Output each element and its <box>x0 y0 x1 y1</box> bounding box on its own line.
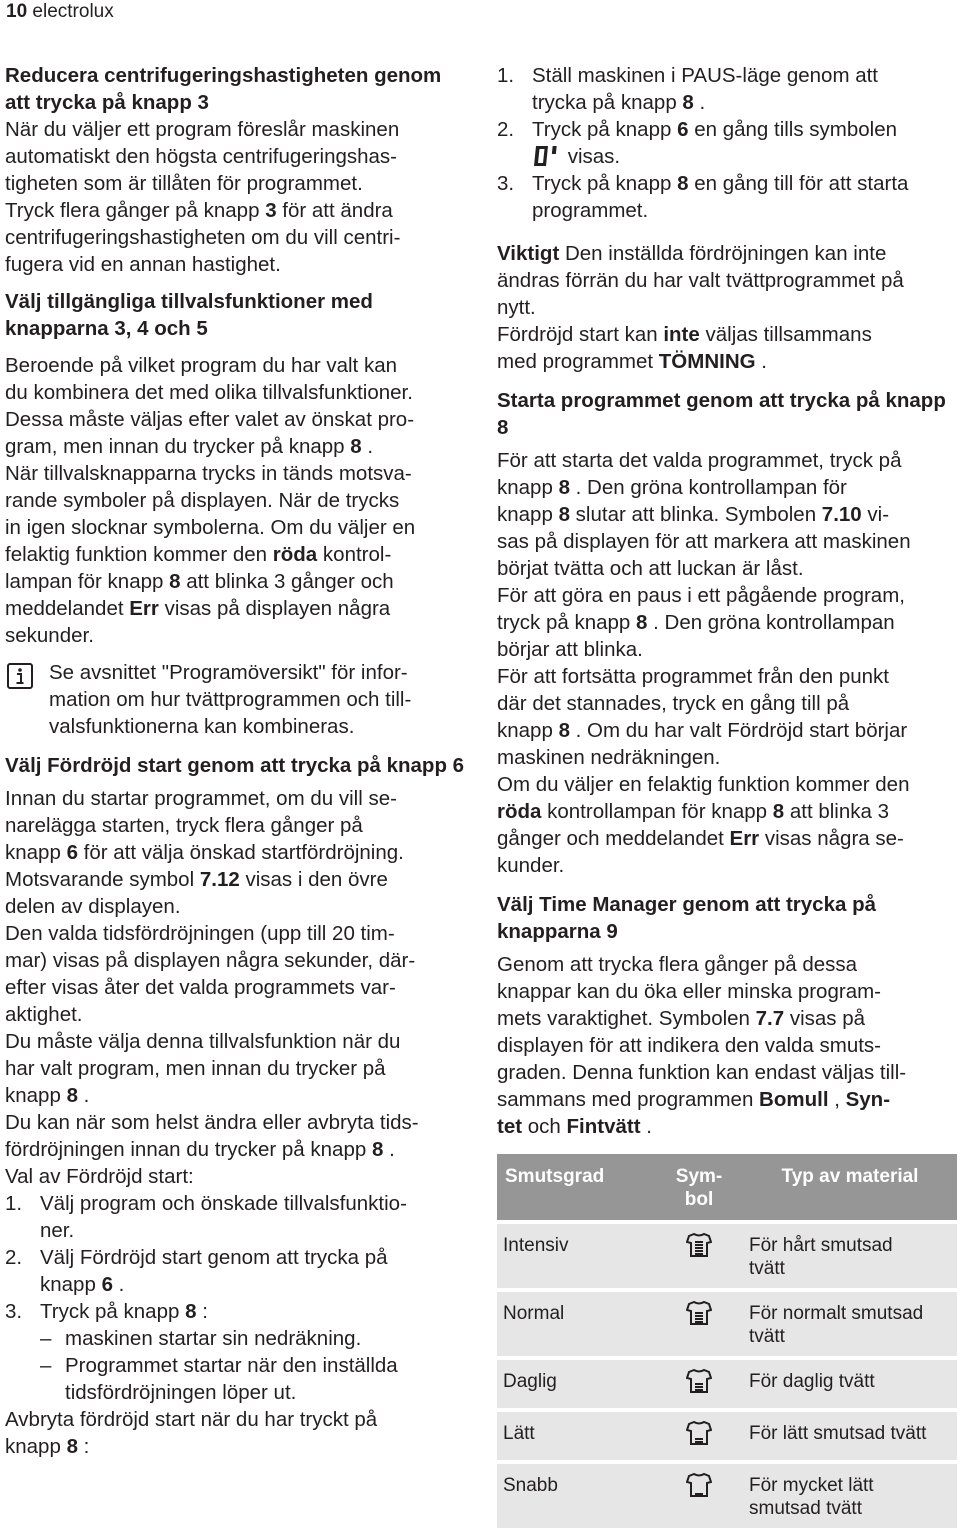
material-type: För daglig tvätt <box>743 1360 957 1408</box>
heading-time-manager: Välj Time Manager genom att trycka på knapparna 9 <box>497 893 876 943</box>
page-number: 10 <box>6 1 28 22</box>
table-row <box>497 1360 957 1408</box>
paragraph-important: Viktigt Den inställda fördröjningen kan inte ändras förrän du har valt tvättprogrammet på nytt. Fördröjd start kan inte väljas tillsammans med programmet TÖMNING . <box>497 242 904 373</box>
soil-symbol-cell <box>655 1464 743 1528</box>
list-item: 3. Tryck på knapp 8 en gång till för att starta programmet. <box>497 172 909 222</box>
material-type: För lätt smutsad tvätt <box>743 1412 957 1460</box>
paragraph-cancel-delay: Avbryta fördröjd start när du har tryckt på knapp 8 : <box>5 1408 378 1458</box>
heading-delay-start: Välj Fördröjd start genom att trycka på knapp 6 <box>5 754 465 777</box>
heading-start-program: Starta programmet genom att trycka på knapp 8 <box>497 389 946 439</box>
soil-symbol-cell <box>655 1224 743 1288</box>
cancel-steps-list <box>497 62 959 224</box>
col-header-symbol: Sym- bol <box>655 1154 743 1220</box>
paragraph-time-manager: Genom att trycka flera gånger på dessa knappar kan du öka eller minska program- mets varaktighet. Symbolen 7.7 visas på displayen för att indikera den valda smuts- graden. Denna funktion kan endast väljas till- sammans med programmen Bomull , Syn- tet och Fintvätt . <box>497 953 907 1138</box>
list-item: – Programmet startar när den inställda tidsfördröjningen löper ut. <box>40 1354 398 1404</box>
delay-outcomes-list <box>5 1325 467 1406</box>
soil-level-name: Daglig <box>497 1360 655 1408</box>
table-row <box>497 1464 957 1528</box>
material-type: För normalt smutsad tvätt <box>743 1292 957 1356</box>
paragraph-spin: När du väljer ett program föreslår maskinen automatiskt den högsta centrifugeringshas- tigheten som är tillåten för programmet. Tryck flera gånger på knapp 3 för att ändra centrifugeringshastigheten om du vill centri- fugera vid en annan hastighet. <box>5 118 401 276</box>
list-item: 3. Tryck på knapp 8 : <box>5 1300 208 1323</box>
paragraph-start: För att starta det valda programmet, tryck på knapp 8 . Den gröna kontrollampan för knapp 8 slutar att blinka. Symbolen 7.10 vi- sas på displayen för att markera att maskinen börjat tvätta och att luckan är låst. För att göra en paus i ett pågående program, tryck på knapp 8 . Den gröna kontrollampan börjar att blinka. För att fortsätta programmet från den punkt där det stannades, tryck en gång till på knapp 8 . Om du har valt Fördröjd start börjar maskinen nedräkningen. Om du väljer en felaktig funktion kommer den röda kontrollampan för knapp 8 att blinka 3 gånger och meddelandet Err visas några se- kunder. <box>497 449 911 877</box>
list-item: 1. Välj program och önskade tillvalsfunktio- ner. <box>5 1192 407 1242</box>
list-item: 1. Ställ maskinen i PAUS-läge genom att trycka på knapp 8 . <box>497 64 879 114</box>
tshirt-soil-icon <box>686 1300 712 1326</box>
table-row <box>497 1412 957 1460</box>
tshirt-soil-icon <box>686 1232 712 1258</box>
soil-level-table <box>497 1150 957 1532</box>
list-item: 2. Tryck på knapp 6 en gång tills symbolen visas. <box>497 118 898 168</box>
material-type: För mycket lätt smutsad tvätt <box>743 1464 957 1528</box>
col-header-material: Typ av material <box>743 1154 957 1220</box>
soil-level-name: Intensiv <box>497 1224 655 1288</box>
paragraph-options: Beroende på vilket program du har valt kan du kombinera det med olika tillvalsfunktioner. Dessa måste väljas efter valet av önskat pro- gram, men innan du trycker på knapp 8 . När tillvalsknapparna trycks in tänds motsva- rande symboler på displayen. När de trycks in igen slocknar symbolerna. Om du väljer en felaktig funktion kommer den röda kontrol- lampan för knapp 8 att blinka 3 gånger och meddelandet Err visas på displayen några sekunder. <box>5 354 416 647</box>
list-item: 2. Välj Fördröjd start genom att trycka på knapp 6 . <box>5 1246 388 1296</box>
soil-level-name: Normal <box>497 1292 655 1356</box>
soil-symbol-cell <box>655 1360 743 1408</box>
delay-display-symbol-icon <box>532 143 562 169</box>
list-item: – maskinen startar sin nedräkning. <box>40 1327 362 1350</box>
soil-symbol-cell <box>655 1412 743 1460</box>
left-column <box>5 62 467 1460</box>
paragraph-delay: Innan du startar programmet, om du vill se- narelägga starten, tryck flera gånger på knapp 6 för att välja önskad startfördröjning. Motsvarande symbol 7.12 visas i den övre delen av displayen. Den valda tidsfördröjningen (upp till 20 tim- mar) visas på displayen några sekunder, där- efter visas åter det valda programmets var- aktighet. Du måste välja denna tillvalsfunktion när du har valt program, men innan du trycker på knapp 8 . Du kan när som helst ändra eller avbryta tids- fördröjningen innan du trycker på knapp 8 . Val av Fördröjd start: <box>5 787 419 1188</box>
table-row <box>497 1292 957 1356</box>
table-header-row <box>497 1154 957 1220</box>
col-header-soil-level: Smutsgrad <box>497 1154 655 1220</box>
info-note: Se avsnittet "Programöversikt" för infor- mation om hur tvättprogrammen och till- valsfunktionerna kan kombineras. <box>5 659 467 740</box>
table-row <box>497 1224 957 1288</box>
heading-options: Välj tillgängliga tillvalsfunktioner med knapparna 3, 4 och 5 <box>5 290 373 340</box>
heading-reduce-spin: Reducera centrifugeringshastigheten genom att trycka på knapp 3 <box>5 64 442 114</box>
soil-level-name: Lätt <box>497 1412 655 1460</box>
brand-name: electrolux <box>32 1 114 22</box>
right-column <box>497 62 959 1532</box>
tshirt-soil-icon <box>686 1368 712 1394</box>
tshirt-soil-icon <box>686 1472 712 1498</box>
page-header <box>6 0 114 24</box>
tshirt-soil-icon <box>686 1420 712 1446</box>
delay-steps-list <box>5 1190 467 1325</box>
material-type: För hårt smutsad tvätt <box>743 1224 957 1288</box>
info-icon <box>7 663 33 689</box>
soil-symbol-cell <box>655 1292 743 1356</box>
soil-level-name: Snabb <box>497 1464 655 1528</box>
